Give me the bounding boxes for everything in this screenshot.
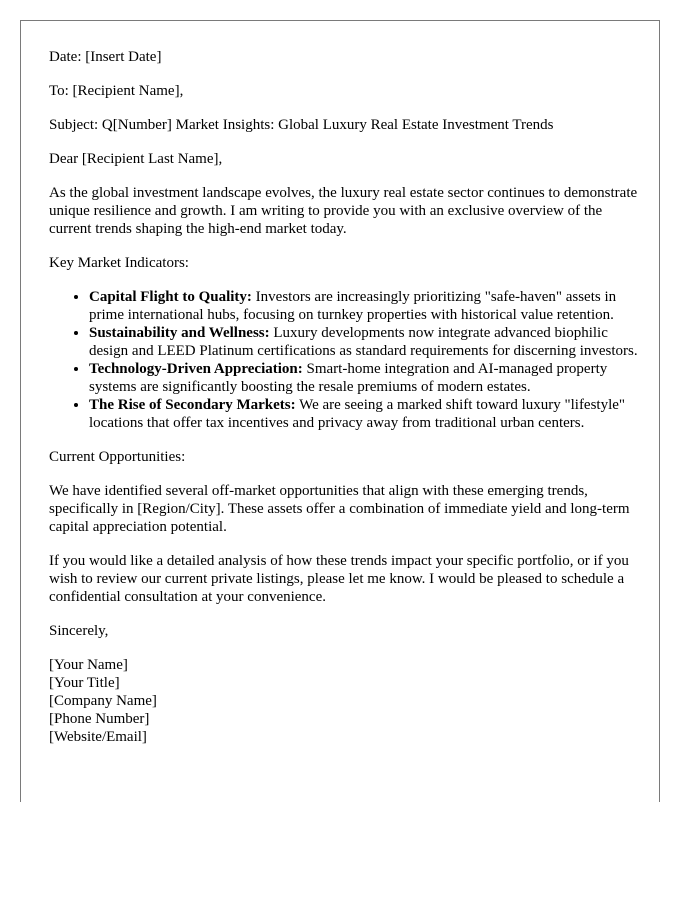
- indicator-title: Technology-Driven Appreciation:: [89, 361, 303, 377]
- salutation: Dear [Recipient Last Name],: [49, 151, 223, 167]
- intro-paragraph: As the global investment landscape evolves, the luxury real estate sector continues to demonstrate unique resilience and growth. I am writing to provide you with an exclusive overview of the current trends shaping the high-end market today.: [49, 185, 638, 237]
- indicator-title: The Rise of Secondary Markets:: [89, 397, 296, 413]
- sender-company: [Company Name]: [49, 693, 157, 709]
- signature-block: [49, 656, 644, 746]
- sender-name: [Your Name]: [49, 657, 128, 673]
- subject-line: Subject: Q[Number] Market Insights: Global Luxury Real Estate Investment Trends: [49, 117, 554, 133]
- indicator-text: We are seeing a marked shift toward luxury "lifestyle" locations that offer tax incentives and privacy away from traditional urban centers.: [89, 397, 626, 431]
- indicator-title: Sustainability and Wellness:: [89, 325, 270, 341]
- list-item: [89, 288, 644, 324]
- closing-paragraph: If you would like a detailed analysis of how these trends impact your specific portfolio, or if you wish to review our current private listings, please let me know. I would be pleased to schedule a confidential consultation at your convenience.: [49, 553, 629, 605]
- date-line: Date: [Insert Date]: [49, 49, 162, 65]
- list-item: [89, 396, 644, 432]
- opportunities-heading: Current Opportunities:: [49, 449, 186, 465]
- sender-title: [Your Title]: [49, 675, 120, 691]
- opportunities-paragraph: We have identified several off-market opportunities that align with these emerging trends, specifically in [Region/City]. These assets offer a combination of immediate yield and long-term capital appreciation potential.: [49, 483, 630, 535]
- sender-contact: [Website/Email]: [49, 729, 147, 745]
- sender-phone: [Phone Number]: [49, 711, 150, 727]
- list-item: [89, 360, 644, 396]
- indicators-list: [49, 288, 644, 432]
- indicator-title: Capital Flight to Quality:: [89, 289, 252, 305]
- list-item: [89, 324, 644, 360]
- indicator-text: Luxury developments now integrate advanced biophilic design and LEED Platinum certifications as standard requirements for discerning investors.: [89, 325, 638, 359]
- indicator-text: Smart-home integration and AI-managed property systems are significantly boosting the resale premiums of modern estates.: [89, 361, 608, 395]
- indicators-heading: Key Market Indicators:: [49, 255, 189, 271]
- letter-body: [49, 48, 644, 746]
- indicator-text: Investors are increasingly prioritizing "safe-haven" assets in prime international hubs, focusing on turnkey properties with historical value retention.: [89, 289, 617, 323]
- recipient-line: To: [Recipient Name],: [49, 83, 184, 99]
- signoff: Sincerely,: [49, 623, 109, 639]
